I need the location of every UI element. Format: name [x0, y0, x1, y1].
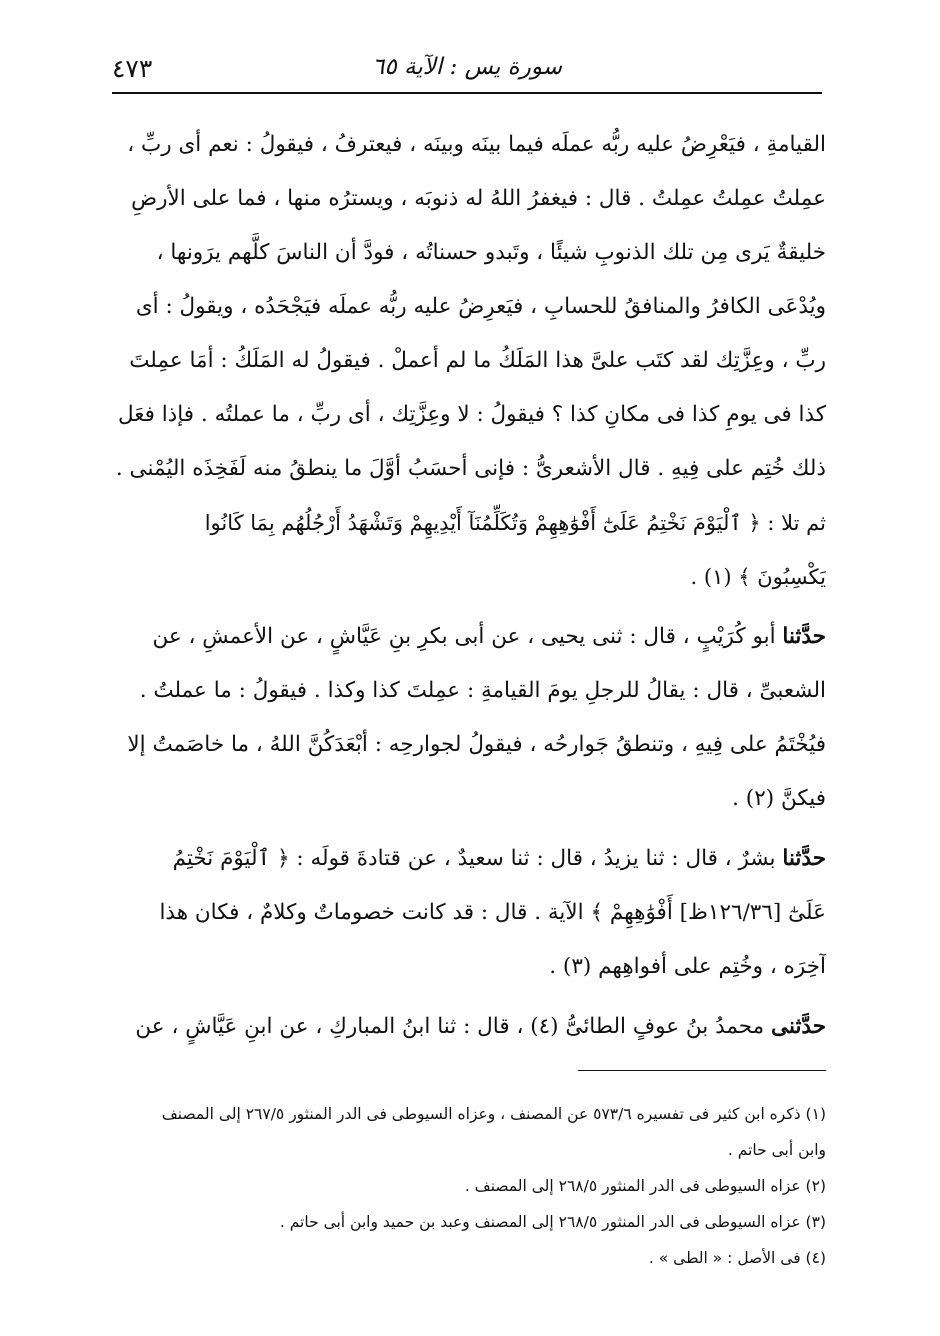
text-line: آخِرَه ، وخُتِم على أفواهِهم (٣) . [549, 954, 826, 979]
page-title: سورة يس : الآية ٦٥ [372, 54, 562, 80]
line-text: محمدُ بنُ عوفٍ الطائىُّ (٤) ، قال : ثنا ابنُ المباركِ ، عن ابنِ عَيَّاشٍ ، عن [135, 1014, 772, 1039]
paragraph-3 [110, 832, 826, 994]
paragraph-2 [110, 610, 826, 826]
text-line: عَلَىٰٓ [١٢٦/٣٦ظ] أَفْوَٰهِهِمْ ﴾ الآية . قال : قد كانت خصوماتٌ وكلامٌ ، فكان هذا [159, 900, 826, 925]
line-text: أبو كُرَيْبٍ ، قال : ثنى يحيى ، عن أبى بكرِ بنِ عَيَّاشٍ ، عن الأعمشِ ، عن [152, 624, 783, 649]
text-line [110, 610, 826, 664]
running-header [112, 50, 822, 94]
text-line [110, 1000, 826, 1054]
text-line: فيُخْتَمُ على فِيهِ ، وتنطقُ جَوارحُه ، فيقولُ لجوارحِه : أبْعَدَكُنَّ اللهُ ، ما خاصَمتُ إلا [127, 732, 826, 757]
text-line: خليقةٌ يَرى مِن تلك الذنوبِ شيئًا ، وتَبدو حسناتُه ، فودَّ أن الناسَ كلَّهم يرَونها ، [156, 240, 826, 265]
text-line: ويُدْعَى الكافرُ والمنافقُ للحسابِ ، فيَعرِضُ عليه ربُّه عملَه فيَجْحَدُه ، ويقولُ : أى [135, 294, 826, 319]
quran-verse-line: ثم تلا : ﴿ ٱلْيَوْمَ نَخْتِمُ عَلَىٰٓ أَفْوَٰهِهِمْ وَتُكَلِّمُنَآ أَيْدِيهِمْ وَتَشْهَدُ أَرْجُلُهُم بِمَا كَانُوا [204, 511, 826, 535]
isnad-lead: حدَّثنا [782, 624, 826, 649]
footnote-line: (٤) فى الأصل : « الطى » . [648, 1249, 826, 1267]
quran-verse-line: يَكْسِبُونَ ﴾ (١) . [690, 565, 826, 589]
line-text: بشرٌ ، قال : ثنا يزيدُ ، قال : ثنا سعيدٌ ، عن قتادةَ قولَه : ﴿ ٱلْيَوْمَ نَخْتِمُ [172, 846, 783, 871]
footnote-line: (٣) عزاه السيوطى فى الدر المنثور ٢٦٨/٥ إلى المصنف وعبد بن حميد وابن أبى حاتم . [279, 1213, 826, 1231]
text-line: فيكنَّ (٢) . [732, 786, 826, 811]
main-text [110, 118, 826, 1054]
footnotes [112, 1096, 826, 1276]
text-line: كذا فى يومِ كذا فى مكانِ كذا ؟ فيقولُ : لا وعِزَّتِك ، أى ربِّ ، ما عملتُه . فإذا فعَل [117, 402, 826, 427]
isnad-lead: حدَّثنى [771, 1014, 826, 1039]
page-number: ٤٧٣ [112, 54, 153, 83]
footnote-line: (١) ذكره ابن كثير فى تفسيره ٥٧٣/٦ عن المصنف ، وعزاه السيوطى فى الدر المنثور ٢٦٧/٥ إلى المصنف [161, 1105, 826, 1123]
text-line: عمِلتُ عمِلتُ عمِلتُ . قال : فيغفرُ اللهُ له ذنوبَه ، ويسترُه منها ، فما على الأرضِ [131, 186, 826, 211]
paragraph-4 [110, 1000, 826, 1054]
footnote-line: (٢) عزاه السيوطى فى الدر المنثور ٢٦٨/٥ إلى المصنف . [464, 1177, 826, 1195]
paragraph-1 [110, 118, 826, 604]
text-line: ربِّ ، وعِزَّتِك لقد كتَب علىَّ هذا المَلَكُ ما لم أعملْ . فيقولُ له المَلَكُ : أمَا عمِلتَ [129, 348, 826, 373]
text-line [110, 832, 826, 886]
footnote-line: وابن أبى حاتم . [727, 1141, 826, 1159]
text-line: الشعبىِّ ، قال : يقالُ للرجلِ يومَ القيامةِ : عمِلتَ كذا وكذا . فيقولُ : ما عملتُ . [139, 678, 826, 703]
text-line: القيامةِ ، فيَعْرِضُ عليه ربُّه عملَه فيما بينَه وبينَه ، فيعترفُ ، فيقولُ : نعم أى ربِّ ، [127, 132, 826, 157]
isnad-lead: حدَّثنا [782, 846, 826, 871]
text-line: ذلك خُتِم على فِيهِ . قال الأشعرىُّ : فإنى أحسَبُ أوَّلَ ما ينطقُ منه لَفَخِذَه اليُمْنى . [115, 456, 826, 481]
footnote-divider [578, 1070, 826, 1071]
